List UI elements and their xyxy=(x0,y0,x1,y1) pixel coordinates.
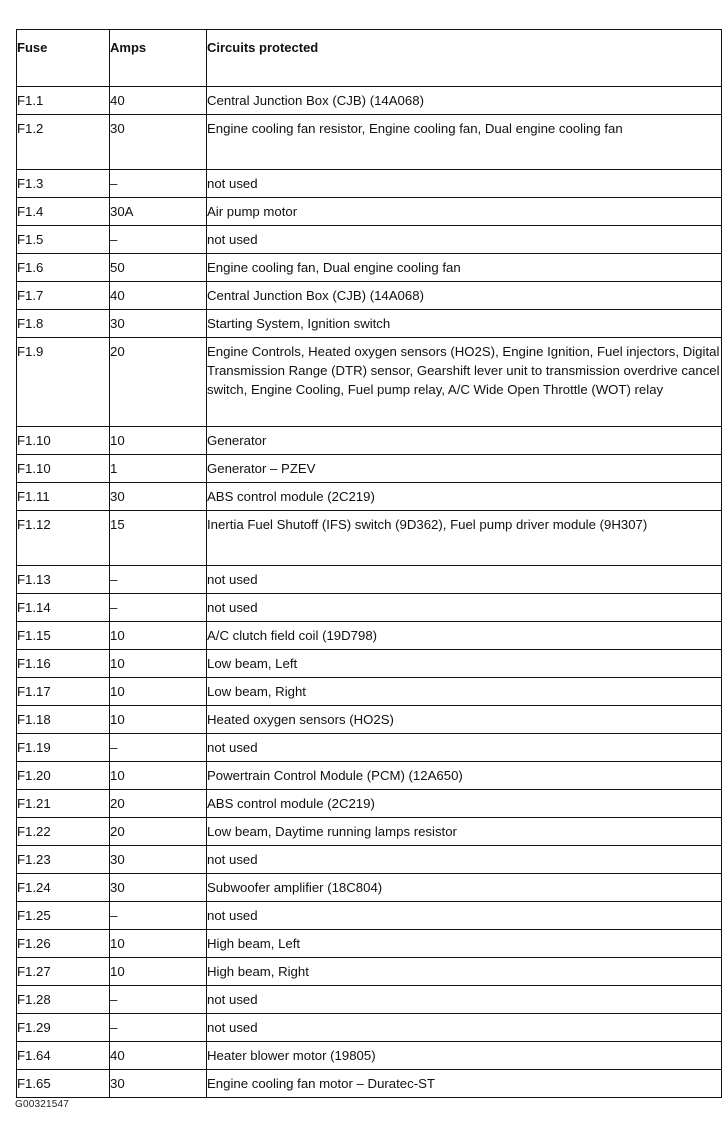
amps-cell: 20 xyxy=(110,338,207,427)
fuse-cell: F1.2 xyxy=(17,115,110,170)
circuits-cell: not used xyxy=(207,734,722,762)
fuse-cell: F1.18 xyxy=(17,706,110,734)
table-row xyxy=(17,1042,722,1070)
table-row xyxy=(17,986,722,1014)
table-row xyxy=(17,622,722,650)
amps-cell: 30 xyxy=(110,1070,207,1098)
table-row xyxy=(17,87,722,115)
amps-cell: – xyxy=(110,566,207,594)
fuse-cell: F1.16 xyxy=(17,650,110,678)
amps-cell: 50 xyxy=(110,254,207,282)
table-row xyxy=(17,455,722,483)
fuse-cell: F1.12 xyxy=(17,511,110,566)
circuits-cell: not used xyxy=(207,594,722,622)
amps-cell: 40 xyxy=(110,87,207,115)
circuits-cell: not used xyxy=(207,846,722,874)
fuse-cell: F1.26 xyxy=(17,930,110,958)
fuse-cell: F1.22 xyxy=(17,818,110,846)
circuits-cell: Heated oxygen sensors (HO2S) xyxy=(207,706,722,734)
circuits-cell: Starting System, Ignition switch xyxy=(207,310,722,338)
fuse-cell: F1.3 xyxy=(17,170,110,198)
amps-cell: 10 xyxy=(110,930,207,958)
amps-cell: – xyxy=(110,1014,207,1042)
circuits-cell: Engine cooling fan, Dual engine cooling fan xyxy=(207,254,722,282)
amps-cell: 30 xyxy=(110,874,207,902)
amps-cell: 20 xyxy=(110,818,207,846)
fuse-cell: F1.65 xyxy=(17,1070,110,1098)
amps-cell: – xyxy=(110,902,207,930)
fuse-cell: F1.6 xyxy=(17,254,110,282)
circuits-cell: Generator – PZEV xyxy=(207,455,722,483)
circuits-cell: Engine cooling fan motor – Duratec-ST xyxy=(207,1070,722,1098)
table-row xyxy=(17,511,722,566)
fuse-cell: F1.27 xyxy=(17,958,110,986)
fuse-cell: F1.23 xyxy=(17,846,110,874)
header-amps: Amps xyxy=(110,30,207,87)
fuse-cell: F1.19 xyxy=(17,734,110,762)
circuits-cell: ABS control module (2C219) xyxy=(207,790,722,818)
amps-cell: – xyxy=(110,986,207,1014)
table-row xyxy=(17,1014,722,1042)
circuits-cell: not used xyxy=(207,986,722,1014)
fuse-cell: F1.24 xyxy=(17,874,110,902)
circuits-cell: Generator xyxy=(207,427,722,455)
circuits-cell: not used xyxy=(207,1014,722,1042)
table-row xyxy=(17,1070,722,1098)
fuse-cell: F1.8 xyxy=(17,310,110,338)
circuits-cell: Central Junction Box (CJB) (14A068) xyxy=(207,282,722,310)
fuse-cell: F1.29 xyxy=(17,1014,110,1042)
amps-cell: 10 xyxy=(110,427,207,455)
table-row xyxy=(17,958,722,986)
fuse-cell: F1.5 xyxy=(17,226,110,254)
fuse-cell: F1.9 xyxy=(17,338,110,427)
amps-cell: 40 xyxy=(110,1042,207,1070)
circuits-cell: not used xyxy=(207,566,722,594)
amps-cell: 20 xyxy=(110,790,207,818)
table-row xyxy=(17,678,722,706)
amps-cell: 30A xyxy=(110,198,207,226)
amps-cell: 30 xyxy=(110,115,207,170)
circuits-cell: A/C clutch field coil (19D798) xyxy=(207,622,722,650)
fuse-table xyxy=(16,29,722,1098)
fuse-cell: F1.7 xyxy=(17,282,110,310)
table-row xyxy=(17,282,722,310)
header-circuits: Circuits protected xyxy=(207,30,722,87)
fuse-cell: F1.64 xyxy=(17,1042,110,1070)
table-header-row xyxy=(17,30,722,87)
amps-cell: – xyxy=(110,170,207,198)
table-row xyxy=(17,594,722,622)
fuse-cell: F1.1 xyxy=(17,87,110,115)
circuits-cell: Engine cooling fan resistor, Engine cooling fan, Dual engine cooling fan xyxy=(207,115,722,170)
table-row xyxy=(17,483,722,511)
fuse-cell: F1.4 xyxy=(17,198,110,226)
table-row xyxy=(17,310,722,338)
amps-cell: 10 xyxy=(110,958,207,986)
circuits-cell: High beam, Right xyxy=(207,958,722,986)
fuse-cell: F1.21 xyxy=(17,790,110,818)
amps-cell: – xyxy=(110,594,207,622)
fuse-cell: F1.20 xyxy=(17,762,110,790)
table-row xyxy=(17,254,722,282)
amps-cell: 10 xyxy=(110,678,207,706)
circuits-cell: not used xyxy=(207,226,722,254)
circuits-cell: High beam, Left xyxy=(207,930,722,958)
table-row xyxy=(17,338,722,427)
fuse-cell: F1.25 xyxy=(17,902,110,930)
table-row xyxy=(17,115,722,170)
circuits-cell: Engine Controls, Heated oxygen sensors (HO2S), Engine Ignition, Fuel injectors, Digital Transmission Range (DTR) sensor, Gearshift lever unit to transmission overdrive cancel switch, Engine Cooling, Fuel pump relay, A/C Wide Open Throttle (WOT) relay xyxy=(207,338,722,427)
fuse-cell: F1.15 xyxy=(17,622,110,650)
amps-cell: 30 xyxy=(110,846,207,874)
circuits-cell: not used xyxy=(207,902,722,930)
amps-cell: 10 xyxy=(110,622,207,650)
circuits-cell: Low beam, Right xyxy=(207,678,722,706)
table-row xyxy=(17,902,722,930)
fuse-cell: F1.10 xyxy=(17,427,110,455)
circuits-cell: Low beam, Left xyxy=(207,650,722,678)
table-row xyxy=(17,734,722,762)
amps-cell: – xyxy=(110,226,207,254)
amps-cell: 1 xyxy=(110,455,207,483)
circuits-cell: Subwoofer amplifier (18C804) xyxy=(207,874,722,902)
table-row xyxy=(17,706,722,734)
table-row xyxy=(17,846,722,874)
circuits-cell: Low beam, Daytime running lamps resistor xyxy=(207,818,722,846)
amps-cell: 15 xyxy=(110,511,207,566)
figure-id: G00321547 xyxy=(15,1099,70,1110)
fuse-cell: F1.17 xyxy=(17,678,110,706)
fuse-cell: F1.14 xyxy=(17,594,110,622)
amps-cell: – xyxy=(110,734,207,762)
amps-cell: 10 xyxy=(110,706,207,734)
table-row xyxy=(17,170,722,198)
table-row xyxy=(17,226,722,254)
amps-cell: 30 xyxy=(110,310,207,338)
table-row xyxy=(17,818,722,846)
circuits-cell: Powertrain Control Module (PCM) (12A650) xyxy=(207,762,722,790)
table-row xyxy=(17,198,722,226)
table-row xyxy=(17,427,722,455)
circuits-cell: Heater blower motor (19805) xyxy=(207,1042,722,1070)
amps-cell: 10 xyxy=(110,650,207,678)
table-row xyxy=(17,874,722,902)
fuse-cell: F1.11 xyxy=(17,483,110,511)
amps-cell: 40 xyxy=(110,282,207,310)
table-row xyxy=(17,762,722,790)
circuits-cell: not used xyxy=(207,170,722,198)
fuse-cell: F1.13 xyxy=(17,566,110,594)
circuits-cell: ABS control module (2C219) xyxy=(207,483,722,511)
header-fuse: Fuse xyxy=(17,30,110,87)
circuits-cell: Inertia Fuel Shutoff (IFS) switch (9D362), Fuel pump driver module (9H307) xyxy=(207,511,722,566)
fuse-cell: F1.10 xyxy=(17,455,110,483)
table-row xyxy=(17,650,722,678)
table-row xyxy=(17,790,722,818)
amps-cell: 10 xyxy=(110,762,207,790)
circuits-cell: Central Junction Box (CJB) (14A068) xyxy=(207,87,722,115)
table-row xyxy=(17,566,722,594)
circuits-cell: Air pump motor xyxy=(207,198,722,226)
table-row xyxy=(17,930,722,958)
amps-cell: 30 xyxy=(110,483,207,511)
fuse-cell: F1.28 xyxy=(17,986,110,1014)
